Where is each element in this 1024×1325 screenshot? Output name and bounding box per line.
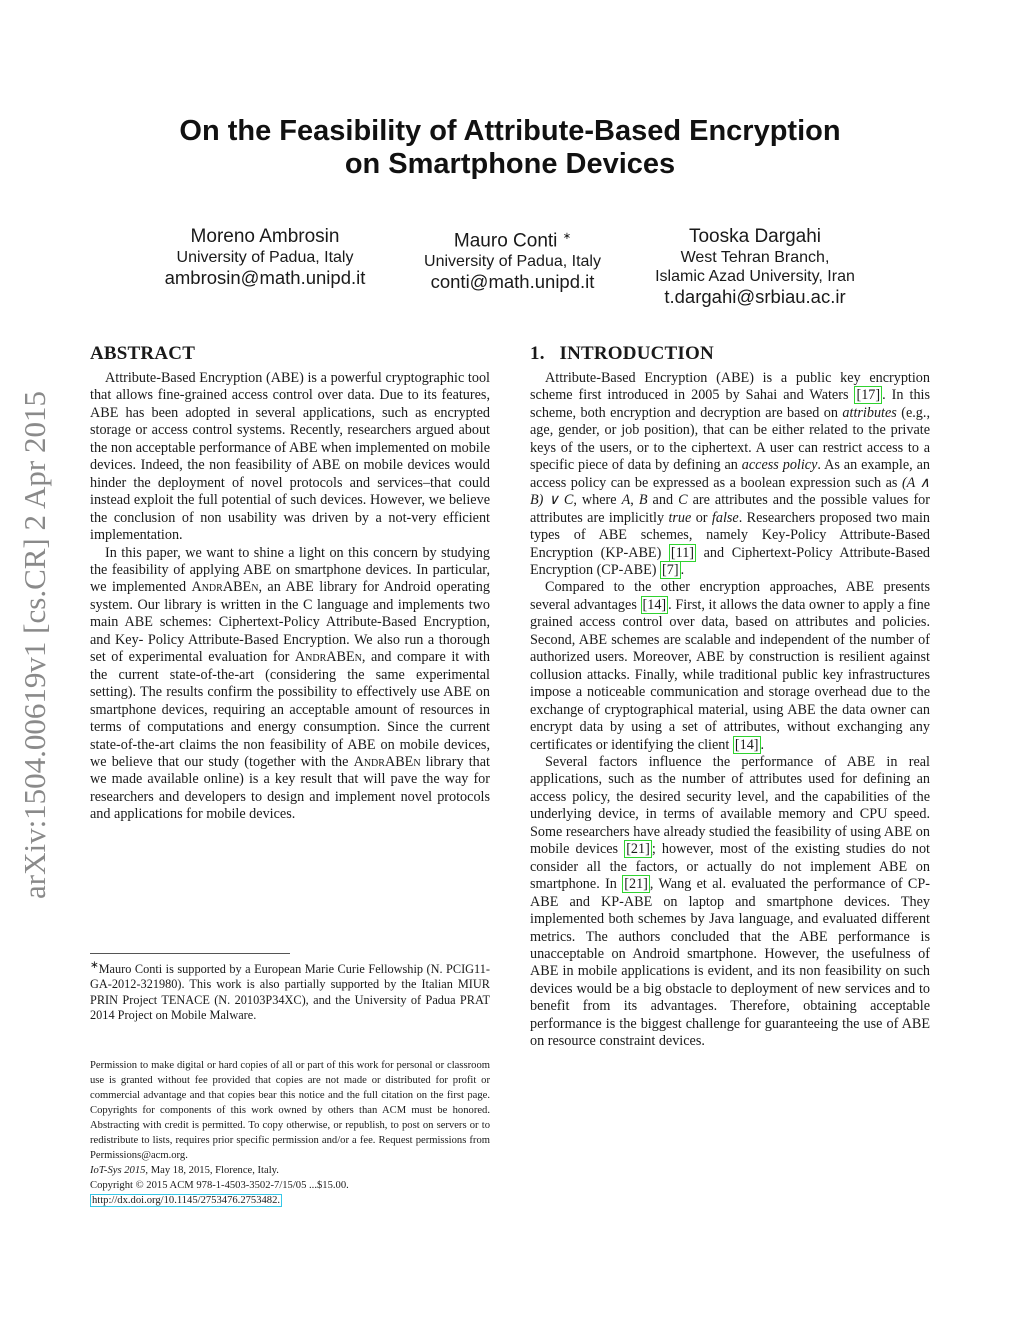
intro-paragraph-2: Compared to the other encryption approaches, ABE presents several advantages [14] . First, it allows the data owner to apply a fine grained access control over data, based on attributes and policies. Second, ABE schemes are scalable and independent of the number of authorized users. Moreover, ABE by construction is resilient against collusion attacks. Finally, while traditional public key infrastructures impose a noticeable communication and storage overhead due to the exchange of cryptographical material, using ABE the data owner can encrypt data by using a set of attributes, without exchanging any certificates or identifying the client [14] . (530, 579, 930, 753)
citation-14[interactable]: [14] (642, 596, 667, 613)
author-affiliation-2: Islamic Azad University, Iran (655, 268, 855, 285)
doi-link[interactable]: http://dx.doi.org/10.1145/2753476.2753482. (92, 1195, 281, 1206)
abstract-paragraph-1: Attribute-Based Encryption (ABE) is a powerful cryptographic tool that allows fine-grained access control over data. Due to its features, ABE has been adopted in several applications, such as encrypted storage or access control systems. Recently, researchers argued about the non acceptable performance of ABE when implemented on mobile devices. Indeed, the non feasibility of ABE on mobile devices would hinder the deployment of novel protocols and services–that could instead exploit the full potential of such devices. However, we believe the conclusion of non usability was driven by a not-very efficient implementation. (90, 370, 490, 544)
author-name: Moreno Ambrosin (190, 226, 340, 247)
arxiv-identifier-text: arXiv:1504.00619v1 [cs.CR] 2 Apr 2015 (17, 390, 52, 900)
author-block-ambrosin (150, 226, 380, 289)
left-column (90, 343, 490, 824)
author-email: ambrosin@math.unipd.it (164, 267, 366, 288)
author-name: Mauro Conti (453, 230, 558, 252)
library-name: AndrABEn (353, 753, 421, 770)
author-block-dargahi (640, 226, 870, 308)
library-name: AndrABEn (191, 579, 259, 596)
author-block-conti (405, 226, 620, 293)
citation-14[interactable]: [14] (734, 736, 759, 753)
citation-21[interactable]: [21] (626, 841, 650, 858)
author-affiliation: University of Padua, Italy (424, 253, 601, 271)
venue-line: IoT-Sys 2015, May 18, 2015, Florence, Italy. (90, 1165, 279, 1176)
right-column (530, 343, 930, 1051)
abstract-heading: ABSTRACT (90, 343, 196, 364)
author-email: t.dargahi@srbiau.ac.ir (664, 286, 846, 307)
title-line-1: On the Feasibility of Attribute-Based Encryption (179, 115, 841, 147)
footnote (90, 958, 490, 1023)
citation-21[interactable]: [21] (624, 876, 648, 893)
footnote-text: Mauro Conti is supported by a European Marie Curie Fellowship (N. PCIG11-GA-2012-321980). This work is also partially supported by the Italian MIUR PRIN Project TENACE (N. 20103P34XC), and the University of Padua PRAT 2014 Project on Mobile Malware. (90, 962, 490, 1022)
copyright-line: Copyright © 2015 ACM 978-1-4503-3502-7/15/05 ...$15.00. (90, 1180, 349, 1191)
arxiv-identifier (10, 360, 60, 930)
venue-name: IoT-Sys 2015 (90, 1165, 146, 1176)
footnote-mark: ∗ (562, 231, 572, 242)
author-email: conti@math.unipd.it (430, 271, 595, 293)
policy-expression: (A ∧ B) ∨ C (530, 474, 930, 509)
doi-line (90, 1193, 490, 1208)
footnote-mark: ∗ (90, 960, 99, 971)
permission-text: Permission to make digital or hard copies of all or part of this work for personal or classroom use is granted without fee provided that copies are not made or distributed for profit or commercial advantage and that copies bear this notice and the full citation on the first page. Copyrights for components of this work owned by others than ACM must be honored. Abstracting with credit is permitted. To copy otherwise, or republish, to post on servers or to redistribute to lists, requires prior specific permission and/or a fee. Request permissions from Permissions@acm.org. (90, 1060, 490, 1161)
paper-title (100, 115, 920, 181)
abstract-paragraph-2: In this paper, we want to shine a light on this concern by studying the feasibility of applying ABE on smartphone devices. In particular, we implemented AndrABEn, an ABE library for Android operating system. Our library is written in the C language and implements two main ABE schemes: Ciphertext-Policy Attribute-Based Encryption, and Key- Policy Attribute-Based Encryption. We also run a thorough set of experimental evaluation for AndrABEn, and compare it with the current state-of-the-art (considering the same experimental setting). The results confirm the possibility to effectively use ABE on smartphone devices, requiring an acceptable amount of resources in terms of computations and energy consumption. Since the current state-of-the-art claims the non feasibility of ABE on mobile devices, we believe that our study (together with the AndrABEn library that we made available online) is a key result that will pave the way for researchers and developers to design and implement novel protocols and applications for mobile devices. (90, 544, 491, 823)
introduction-heading: 1. INTRODUCTION (530, 343, 714, 364)
footnote-divider (90, 953, 290, 954)
citation-17[interactable]: [17] (856, 387, 881, 404)
author-affiliation: University of Padua, Italy (176, 249, 354, 266)
permission-block (90, 1058, 490, 1208)
author-name: Tooska Dargahi (688, 226, 822, 247)
intro-paragraph-3: Several factors influence the performance of ABE in real applications, such as the number of attributes used for defining an access policy, the desired security level, and the capabilities of the underlying device, in terms of available memory and CPU speed. Some researchers have already studied the feasibility of using ABE on mobile devices [21] ; however, most of the existing studies do not consider all the factors, or actually do not implement ABE on smartphone. In [21] , Wang et al. evaluated the performance of CP-ABE and KP-ABE on laptop and smartphone devices. They implemented both schemes by Java language, and evaluated different metrics. The authors concluded that the ABE performance is unacceptable on Android smartphone. However, the usefulness of ABE in mobile applications is evident, and its non feasibility on such devices would be a big obstacle to deployment of new services and to benefit from its advantages. Therefore, obtaining acceptable performance is the biggest challenge for guaranteeing the use of ABE on resource constraint devices. (530, 753, 930, 1050)
author-affiliation: West Tehran Branch, (680, 249, 830, 266)
title-line-2: on Smartphone Devices (344, 148, 676, 180)
citation-11[interactable]: [11] (670, 544, 695, 561)
intro-paragraph-1: Attribute-Based Encryption (ABE) is a public key encryption scheme first introduced in 2005 by Sahai and Waters [17] . In this scheme, both encryption and decryption are based on attributes (e.g., age, gender, or job position), that can be either related to the private keys of the users, or to the ciphertext. A user can restrict access to a specific piece of data by defining an access policy. As an example, an access policy can be expressed as a boolean expression such as (A ∧ B) ∨ C, where A, B and C are attributes and the possible values for attributes are implicitly true or false. Researchers proposed two main types of ABE schemes, namely Key-Policy Attribute-Based Encryption (KP-ABE) [11] and Ciphertext-Policy Attribute-Based Encryption (CP-ABE) [7] . (530, 370, 930, 578)
library-name: AndrABEn (294, 649, 362, 666)
citation-7[interactable]: [7] (662, 561, 679, 578)
author-name-line (405, 226, 620, 252)
